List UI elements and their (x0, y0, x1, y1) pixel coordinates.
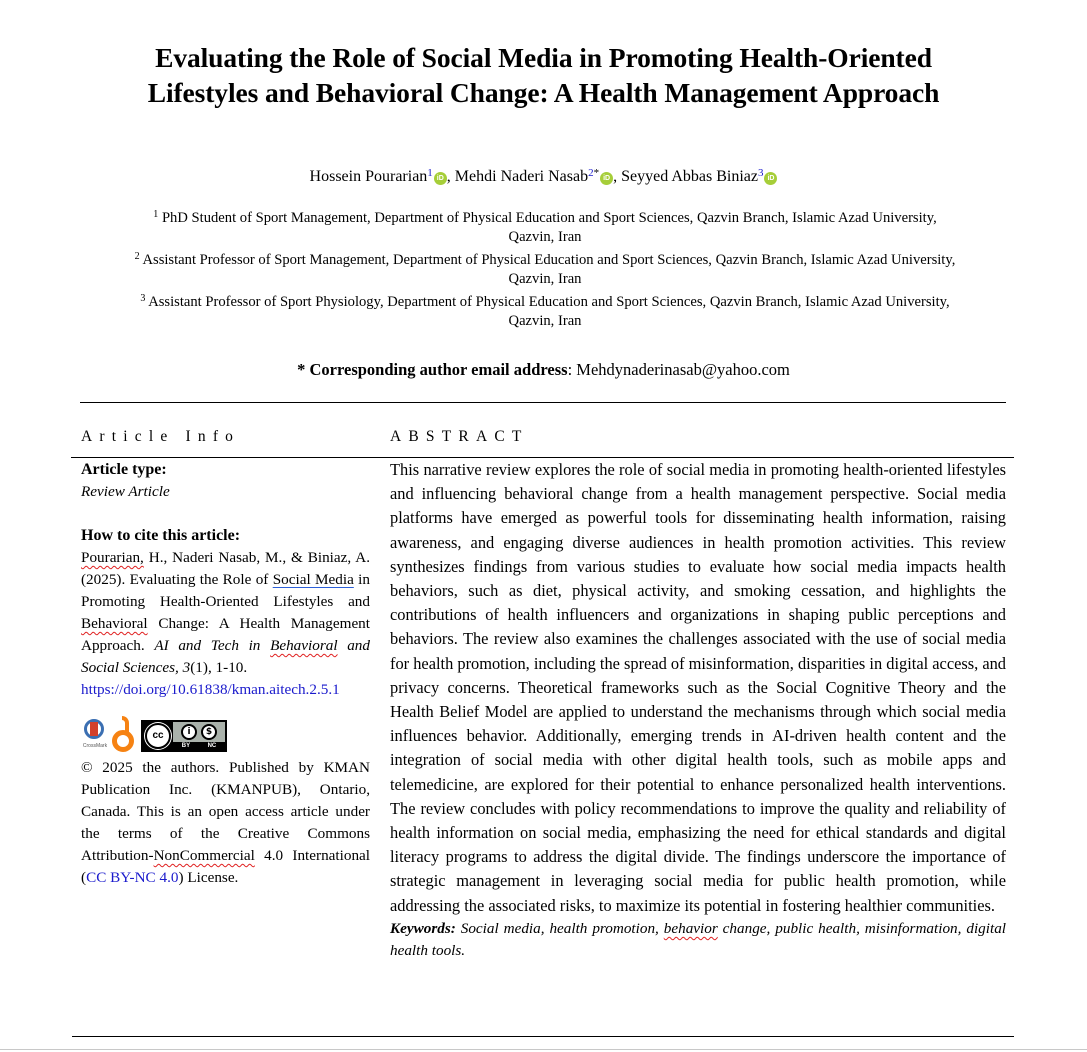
article-type-value: Review Article (81, 483, 170, 500)
corresponding-author (0, 359, 1087, 381)
spellcheck-word: NonCommercial (153, 847, 255, 864)
orcid-icon[interactable]: iD (434, 172, 447, 185)
paper-title (60, 40, 1027, 110)
affiliation-1 (80, 205, 1010, 247)
affiliation-ref[interactable]: 1 (427, 167, 433, 179)
license-link[interactable]: CC BY-NC 4.0 (86, 869, 179, 886)
abstract-body (390, 458, 1006, 962)
spellcheck-word: behavior (663, 919, 718, 937)
cc-label-bar (173, 742, 225, 750)
cc-icons-area (173, 722, 225, 740)
affiliation-ref[interactable]: 3 (757, 167, 764, 179)
affiliation-number: 2 (134, 251, 140, 262)
journal-volume: 3 (182, 659, 191, 676)
colon: : (567, 360, 577, 379)
keywords (390, 918, 1006, 962)
spellcheck-word: Pourarian, (81, 549, 144, 566)
attribution-icon: i (181, 724, 197, 740)
cc-icons (181, 724, 217, 740)
citation-title-end: Change: A Health Management Approach. (81, 615, 370, 654)
noncommercial-icon: $ (201, 724, 217, 740)
article-info-panel (81, 459, 370, 889)
corresponding-email[interactable]: Mehdynaderinasab@yahoo.com (576, 360, 790, 379)
author-name: Mehdi Naderi Nasab (454, 168, 589, 185)
affiliation-2 (80, 247, 1010, 289)
license-body: © 2025 the authors. Published by KMAN Publication Inc. (KMANPUB), Ontario, Canada. This is an open access article under the terms of the Creative Commons Attribution- (81, 759, 370, 864)
license-text (81, 757, 370, 889)
title-line-2: Lifestyles and Behavioral Change: A Health Management Approach (147, 77, 940, 108)
spellcheck-word: Behavioral (81, 615, 148, 632)
license-end: ) License. (178, 869, 239, 886)
author-name: Seyyed Abbas Biniaz (621, 168, 758, 185)
open-lock-body (112, 730, 134, 752)
crossmark-label (81, 743, 109, 749)
top-divider (80, 402, 1006, 403)
journal-name-end: and Social Sciences, (81, 637, 370, 676)
affiliation-text: Assistant Professor of Sport Management, Department of Physical Education and Sport Sciences, Qazvin Branch, Islamic Azad University, (142, 252, 956, 268)
cc-by-nc-badge[interactable] (141, 720, 227, 752)
citation-text (81, 547, 370, 679)
abstract-heading: ABSTRACT (390, 428, 529, 445)
keywords-list-end: change, public health, misinformation, digital health tools. (390, 919, 1007, 959)
crossmark-badge[interactable] (81, 717, 109, 755)
abstract-text: This narrative review explores the role of social media in promoting health-oriented lifestyles and influencing behavioral change from a health management perspective. Social media platforms have emerged as powerful tools for disseminating health information, raising awareness, and engaging diverse audiences in health promotion activities. This review synthesizes findings from various studies to evaluate how social media impacts health behaviors, such as diet, physical activity, and smoking cessation, and highlights the contributions of health influencers and organizations in shaping public perceptions and behaviors. The review also examines the challenges associated with the use of social media for health promotion, including the spread of misinformation, disparities in digital access, and privacy concerns. Theoretical frameworks such as the Social Cognitive Theory and the Health Belief Model are applied to understand the mechanisms through which social media influences behavior. Additionally, emerging trends in AI-driven health content and the integration of social media with other digital health tools, such as mobile apps and telemedicine, are explored for their potential to enhance personalized health interventions. The review concludes with policy recommendations to improve the quality and reliability of health information on social media, emphasizing the need for ethical standards and digital literacy programs to address the digital divide. The findings underscore the importance of strategic management in leveraging social media for public health promotion, while addressing the associated risks, to maximize its potential in fostering healthier communities. (390, 460, 1006, 915)
corresponding-marker: * (593, 167, 600, 179)
affiliation-location: Qazvin, Iran (508, 229, 582, 245)
affiliation-ref[interactable]: 2 (588, 167, 594, 179)
keywords-list: Social media, health promotion, (455, 919, 664, 937)
license-badges (81, 715, 370, 757)
affiliation-number: 3 (140, 293, 146, 304)
issue-pages: (1), 1-10. (190, 659, 248, 676)
cc-logo-icon (143, 722, 173, 750)
title-line-1: Evaluating the Role of Social Media in Promoting Health-Oriented (155, 42, 932, 73)
cc-by-label: BY (181, 743, 191, 749)
crossmark-flag-icon (90, 722, 98, 736)
author-list (0, 162, 1087, 188)
affiliation-location: Qazvin, Iran (508, 271, 582, 287)
open-access-icon (111, 716, 135, 756)
affiliation-text: PhD Student of Sport Management, Department of Physical Education and Sport Sciences, Qazvin Branch, Islamic Azad University, (161, 210, 937, 226)
separator: , (446, 168, 455, 185)
author-name: Hossein Pourarian (309, 168, 428, 185)
keywords-label: Keywords: (390, 919, 456, 937)
separator: , (613, 168, 622, 185)
affiliation-3 (80, 289, 1010, 331)
spellcheck-word: Behavioral (270, 637, 338, 654)
article-type-label: Article type: (81, 461, 167, 478)
citation-authors: H., Naderi Nasab, M., & Biniaz, A. (2025). Evaluating the Role of (81, 549, 370, 588)
page-edge (0, 1049, 1087, 1050)
orcid-icon[interactable]: iD (764, 172, 777, 185)
corresponding-label: * Corresponding author email address (297, 360, 568, 379)
bottom-divider (72, 1036, 1014, 1037)
citation-title: in Promoting Health-Oriented Lifestyles and (81, 571, 370, 610)
journal-name: AI and Tech in (154, 637, 271, 654)
doi-link[interactable]: https://doi.org/10.61838/kman.aitech.2.5.1 (81, 681, 340, 698)
crossmark-text: CrossMark (82, 743, 108, 749)
cc-logo-text: cc (145, 723, 171, 749)
license-version: 4.0 International ( (81, 847, 370, 886)
affiliation-number: 1 (153, 209, 159, 220)
affiliation-location: Qazvin, Iran (508, 313, 582, 329)
cc-nc-label: NC (207, 743, 217, 749)
affiliations (80, 205, 1010, 331)
article-info-heading: Article Info (81, 428, 241, 445)
cite-label: How to cite this article: (81, 527, 241, 544)
grammar-flag-word: Social Media (272, 571, 354, 588)
affiliation-text: Assistant Professor of Sport Physiology, Department of Physical Education and Sport Sciences, Qazvin Branch, Islamic Azad University, (148, 294, 950, 310)
orcid-icon[interactable]: iD (600, 172, 613, 185)
